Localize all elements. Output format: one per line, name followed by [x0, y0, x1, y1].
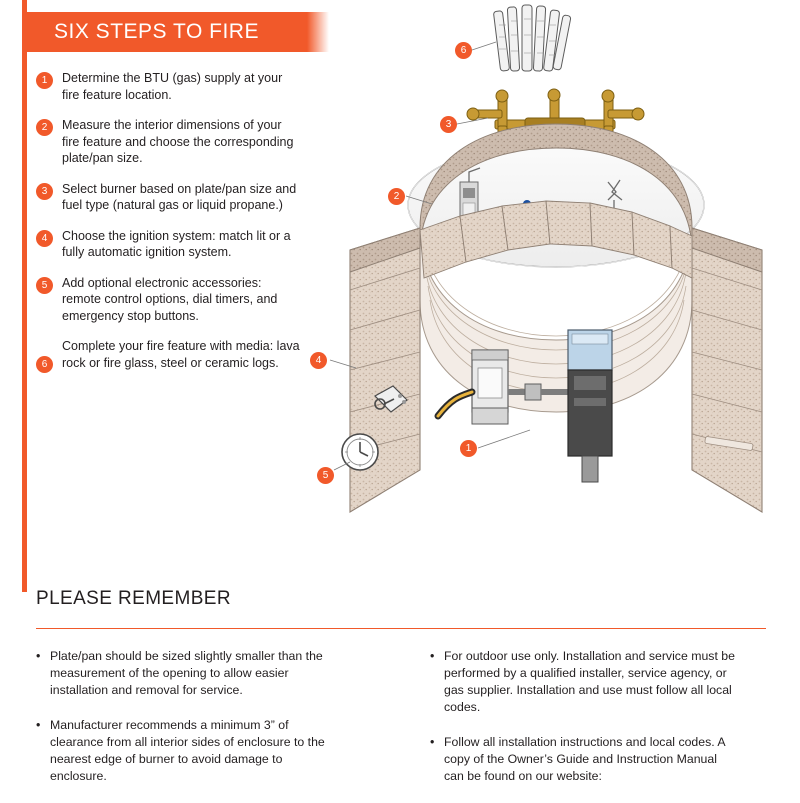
step-number-badge: 4 [36, 230, 53, 247]
callout-badge-6: 6 [455, 42, 472, 59]
ceramic-logs-group [493, 5, 571, 71]
list-item [430, 734, 740, 785]
section-title-remember: PLEASE REMEMBER [36, 588, 231, 609]
bullet-text: Manufacturer recommends a minimum 3” of clearance from all interior sides of enclosure to the nearest edge of burner to avoid damage to enclosure. [50, 718, 325, 783]
fire-feature-illustration [315, 0, 800, 570]
step-text: Complete your fire feature with media: lava rock or fire glass, steel or ceramic logs. [62, 339, 300, 370]
bullet-text: Plate/pan should be sized slightly smaller than the measurement of the opening to allow easier installation and removal for service. [50, 649, 323, 697]
callout-badge-5: 5 [317, 467, 334, 484]
step-text: Determine the BTU (gas) supply at your fire feature location. [62, 71, 283, 102]
list-item [36, 275, 301, 325]
list-item [430, 648, 740, 716]
control-module [568, 330, 612, 482]
step-text: Measure the interior dimensions of your fire feature and choose the corresponding plate/pan size. [62, 118, 294, 165]
step-number-badge: 1 [36, 72, 53, 89]
bullet-glyph: • [430, 735, 435, 749]
bullet-glyph: • [430, 649, 435, 663]
bullet-text: For outdoor use only. Installation and service must be performed by a qualified installer, service agency, or gas supplier. Installation and use must follow all local codes. [444, 649, 735, 714]
step-number-badge: 2 [36, 119, 53, 136]
remember-right-column [430, 648, 740, 803]
ignition-module-box [472, 350, 508, 424]
list-item [36, 181, 301, 214]
callout-badge-1: 1 [460, 440, 477, 457]
page-title: SIX STEPS TO FIRE [54, 20, 259, 43]
list-item [36, 228, 301, 261]
list-item [36, 648, 336, 699]
list-item [36, 117, 301, 167]
section-divider [36, 628, 766, 629]
step-number-badge: 6 [36, 356, 53, 373]
list-item [36, 717, 336, 785]
remember-left-column [36, 648, 336, 803]
bullet-text: Follow all installation instructions and local codes. A copy of the Owner’s Guide and Instruction Manual can be found on our website: [444, 735, 725, 783]
header-banner [27, 12, 307, 52]
callout-badge-3: 3 [440, 116, 457, 133]
steps-list [36, 70, 301, 387]
left-orange-rule [22, 0, 27, 592]
step-number-badge: 5 [36, 277, 53, 294]
illustration-svg [320, 0, 800, 570]
callout-badge-2: 2 [388, 188, 405, 205]
bullet-glyph: • [36, 649, 41, 663]
bullet-glyph: • [36, 718, 41, 732]
callout-badge-4: 4 [310, 352, 327, 369]
step-text: Choose the ignition system: match lit or a fully automatic ignition system. [62, 228, 291, 259]
step-number-badge: 3 [36, 183, 53, 200]
list-item [36, 70, 301, 103]
step-text: Select burner based on plate/pan size and fuel type (natural gas or liquid propane.) [62, 181, 297, 212]
dial-timer [342, 434, 378, 470]
list-item [36, 338, 301, 373]
step-text: Add optional electronic accessories: remote control options, dial timers, and emergency stop buttons. [62, 275, 278, 323]
